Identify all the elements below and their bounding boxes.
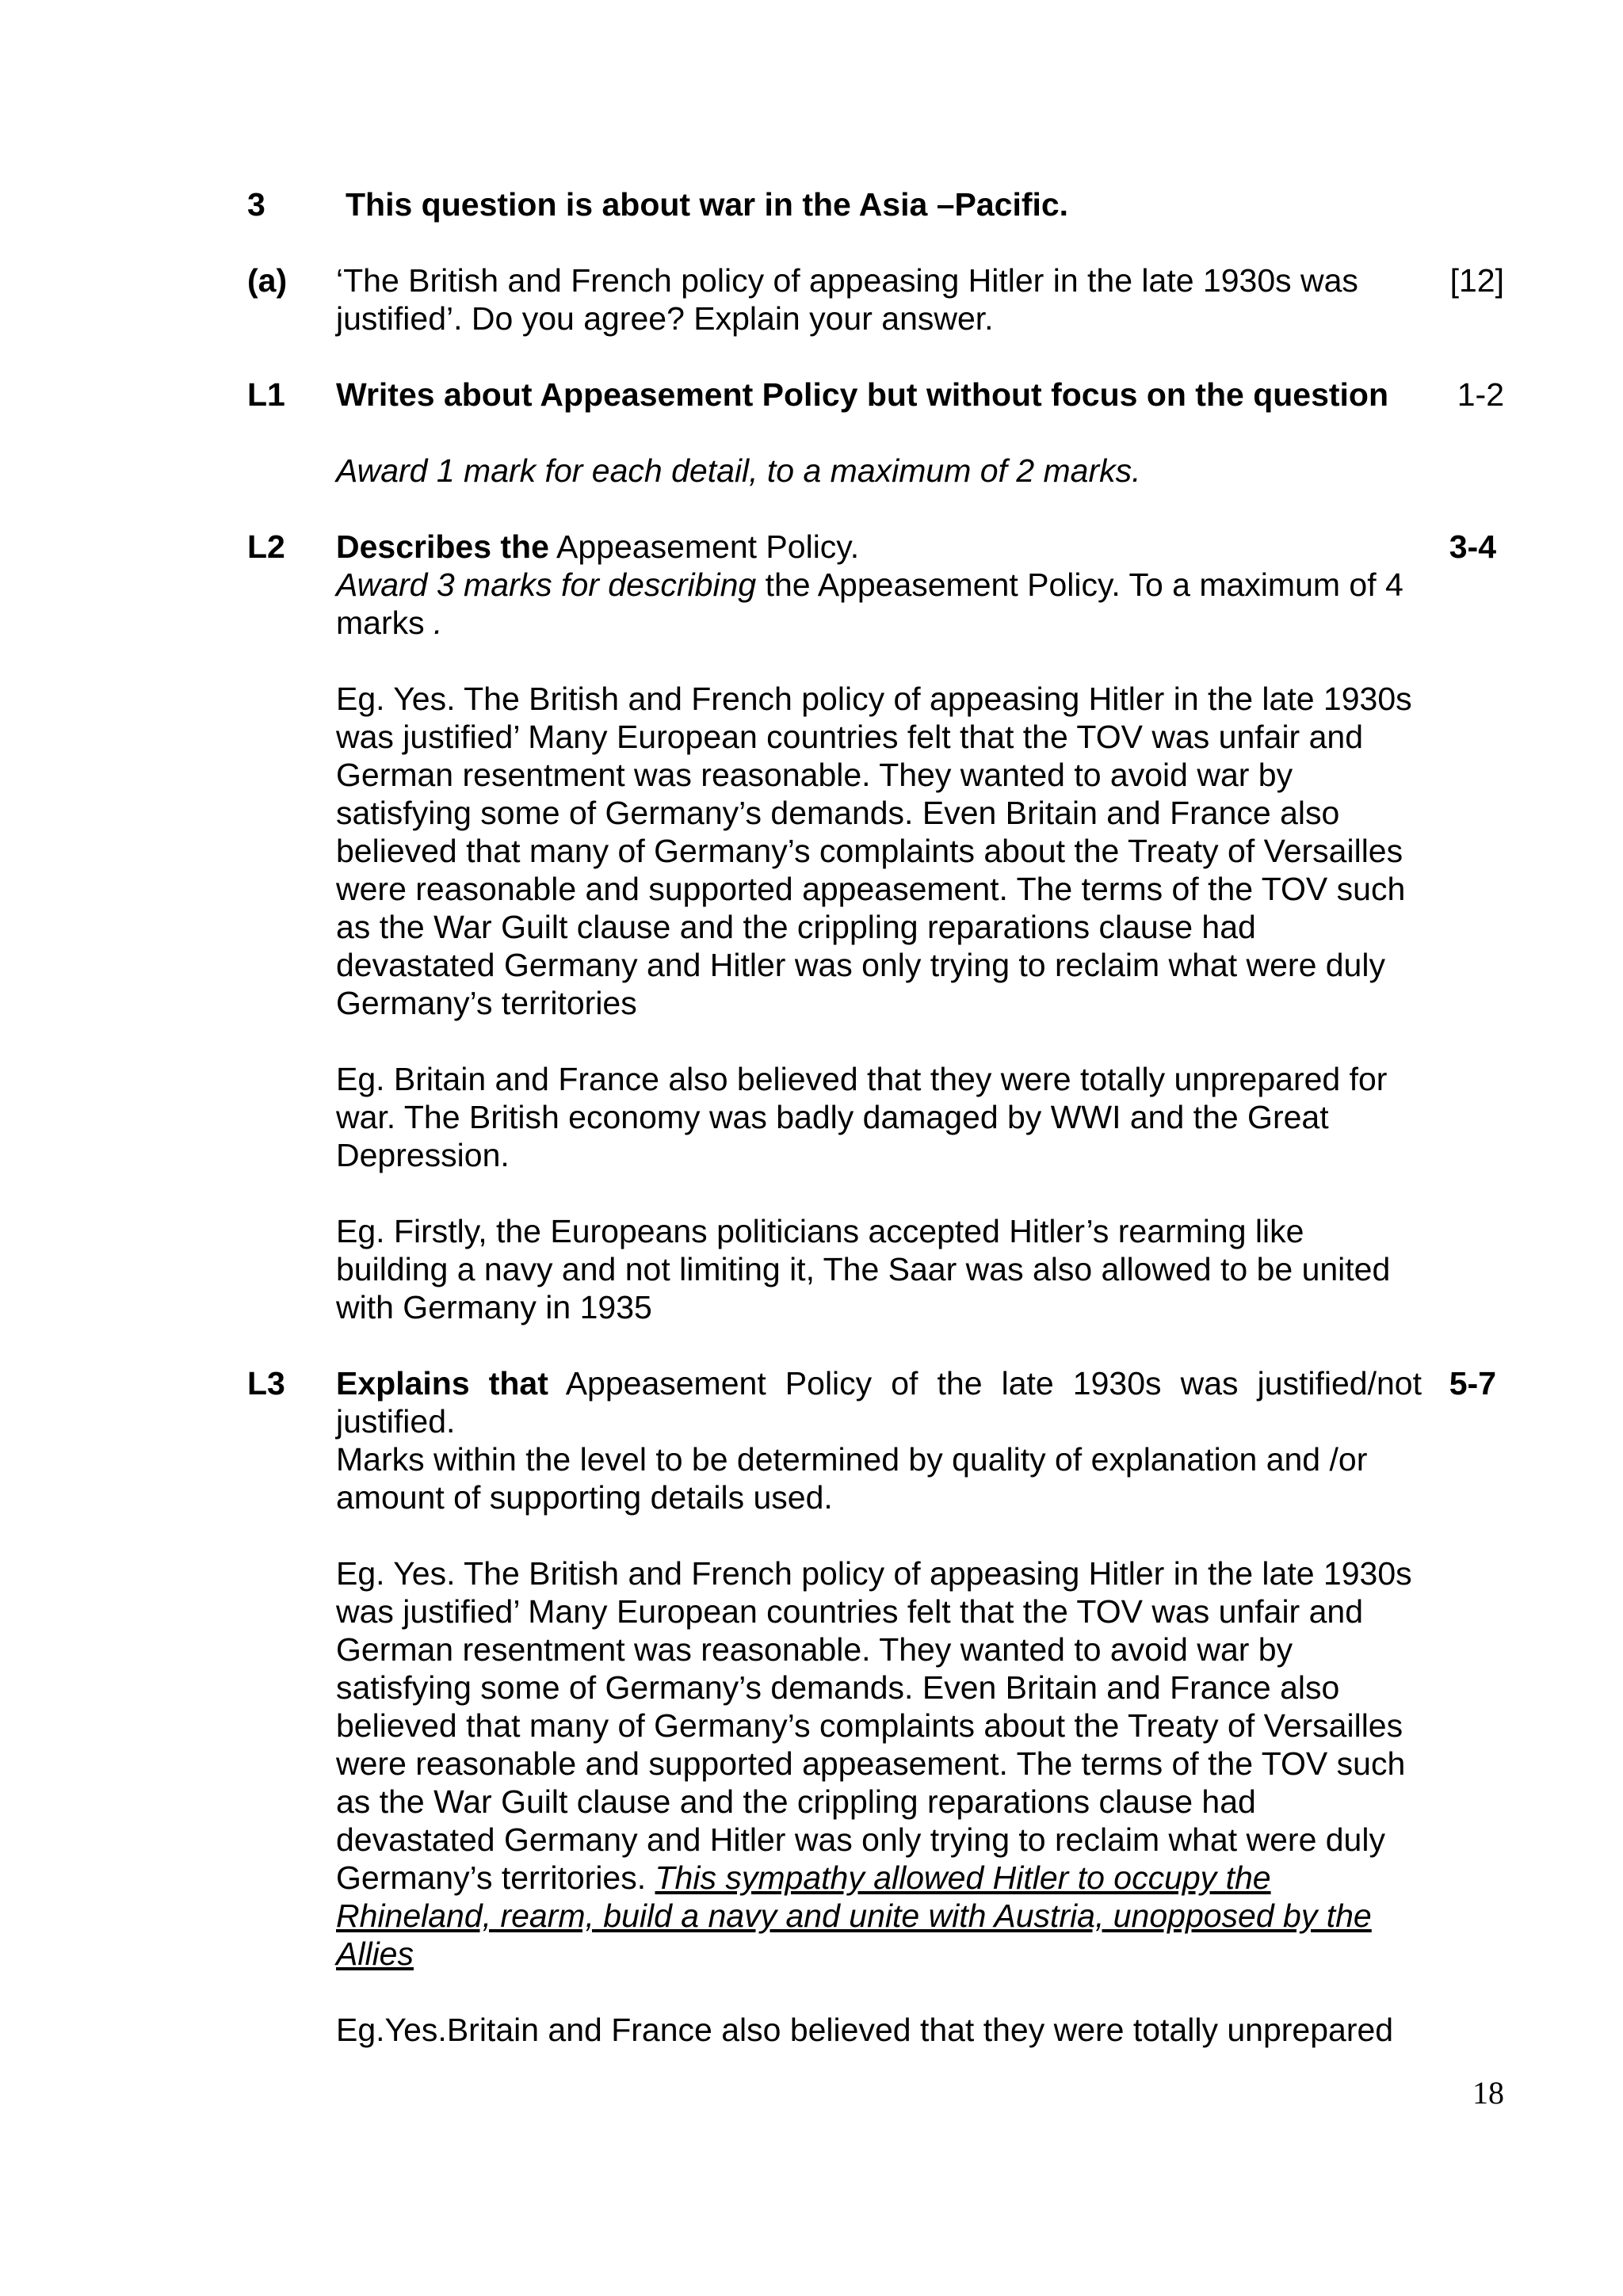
level-2-label: L2 [247, 528, 285, 565]
level-2-heading-rest: Appeasement Policy. [548, 528, 860, 565]
level-2-instruction-italic: Award 3 marks for describing [336, 566, 757, 603]
level-3-heading-rest: Appeasement Policy of the late 1930s was justified/not justified. [336, 1365, 1423, 1440]
part-a-label: (a) [247, 262, 288, 299]
part-a-marks: [12] [1449, 262, 1504, 299]
level-2-instruction [336, 566, 1422, 642]
level-3-example-1-text: Eg. Yes. The British and French policy of appeasing Hitler in the late 1930s was justified’ Many European countries felt that the TOV was unfair and German resentment was reasonable. They wanted to avoid war by satisfying some of Germany’s demands. Even Britain and France also believed that many of Germany’s complaints about the Treaty of Versailles were reasonable and supported appeasement. The terms of the TOV such as the War Guilt clause and the crippling reparations clause had devastated Germany and Hitler was only trying to reclaim what were duly Germany’s territories. [336, 1555, 1412, 1896]
level-2-heading-bold: Describes the [336, 528, 549, 565]
level-2-marks: 3-4 [1449, 528, 1496, 565]
level-1-label: L1 [247, 376, 285, 413]
page-number: 18 [1472, 2075, 1504, 2111]
level-3-example-2: Eg.Yes.Britain and France also believed that they were totally unprepared [336, 2012, 1394, 2048]
level-1-heading: Writes about Appeasement Policy but without focus on the question [336, 376, 1389, 413]
level-2-instruction-rest: the Appeasement Policy. To a maximum of 4 marks [336, 566, 1403, 641]
level-3-body [336, 1364, 1422, 1516]
level-3-marks: 5-7 [1449, 1365, 1496, 1402]
level-2-example-2: Eg. Britain and France also believed that they were totally unprepared for war. The British economy was badly damaged by WWI and the Great Depression. [336, 1061, 1388, 1173]
level-1-instruction: Award 1 mark for each detail, to a maximum of 2 marks. [336, 452, 1141, 489]
level-1-marks: 1-2 [1457, 376, 1504, 413]
level-2-heading [336, 528, 1422, 566]
level-3-label: L3 [247, 1365, 285, 1402]
level-2-example-3: Eg. Firstly, the Europeans politicians accepted Hitler’s rearming like building a navy and not limiting it, The Saar was also allowed to be united with Germany in 1935 [336, 1213, 1391, 1325]
level-2-example-1: Eg. Yes. The British and French policy of appeasing Hitler in the late 1930s was justified’ Many European countries felt that the TOV was unfair and German resentment was reasonable. They wanted to avoid war by satisfying some of Germany’s demands. Even Britain and France also believed that many of Germany’s complaints about the Treaty of Versailles were reasonable and supported appeasement. The terms of the TOV such as the War Guilt clause and the crippling reparations clause had devastated Germany and Hitler was only trying to reclaim what were duly Germany’s territories [336, 681, 1412, 1021]
part-a-text: ‘The British and French policy of appeasing Hitler in the late 1930s was justified’. Do you agree? Explain your answer. [336, 262, 1358, 337]
level-3-example-1-underlined: This sympathy allowed Hitler to occupy the Rhineland, rearm, build a navy and unite with Austria, unopposed by the Allies [336, 1859, 1372, 1972]
level-3-instruction: Marks within the level to be determined by quality of explanation and /or amount of supporting details used. [336, 1441, 1368, 1516]
level-3-heading-bold: Explains that [336, 1365, 548, 1402]
level-2-body [336, 528, 1422, 642]
level-3-heading [336, 1364, 1422, 1440]
question-title: This question is about war in the Asia –Pacific. [346, 186, 1069, 223]
level-3-example-1 [336, 1554, 1414, 1973]
level-2-instruction-end: . [424, 605, 443, 641]
question-number: 3 [247, 186, 265, 223]
